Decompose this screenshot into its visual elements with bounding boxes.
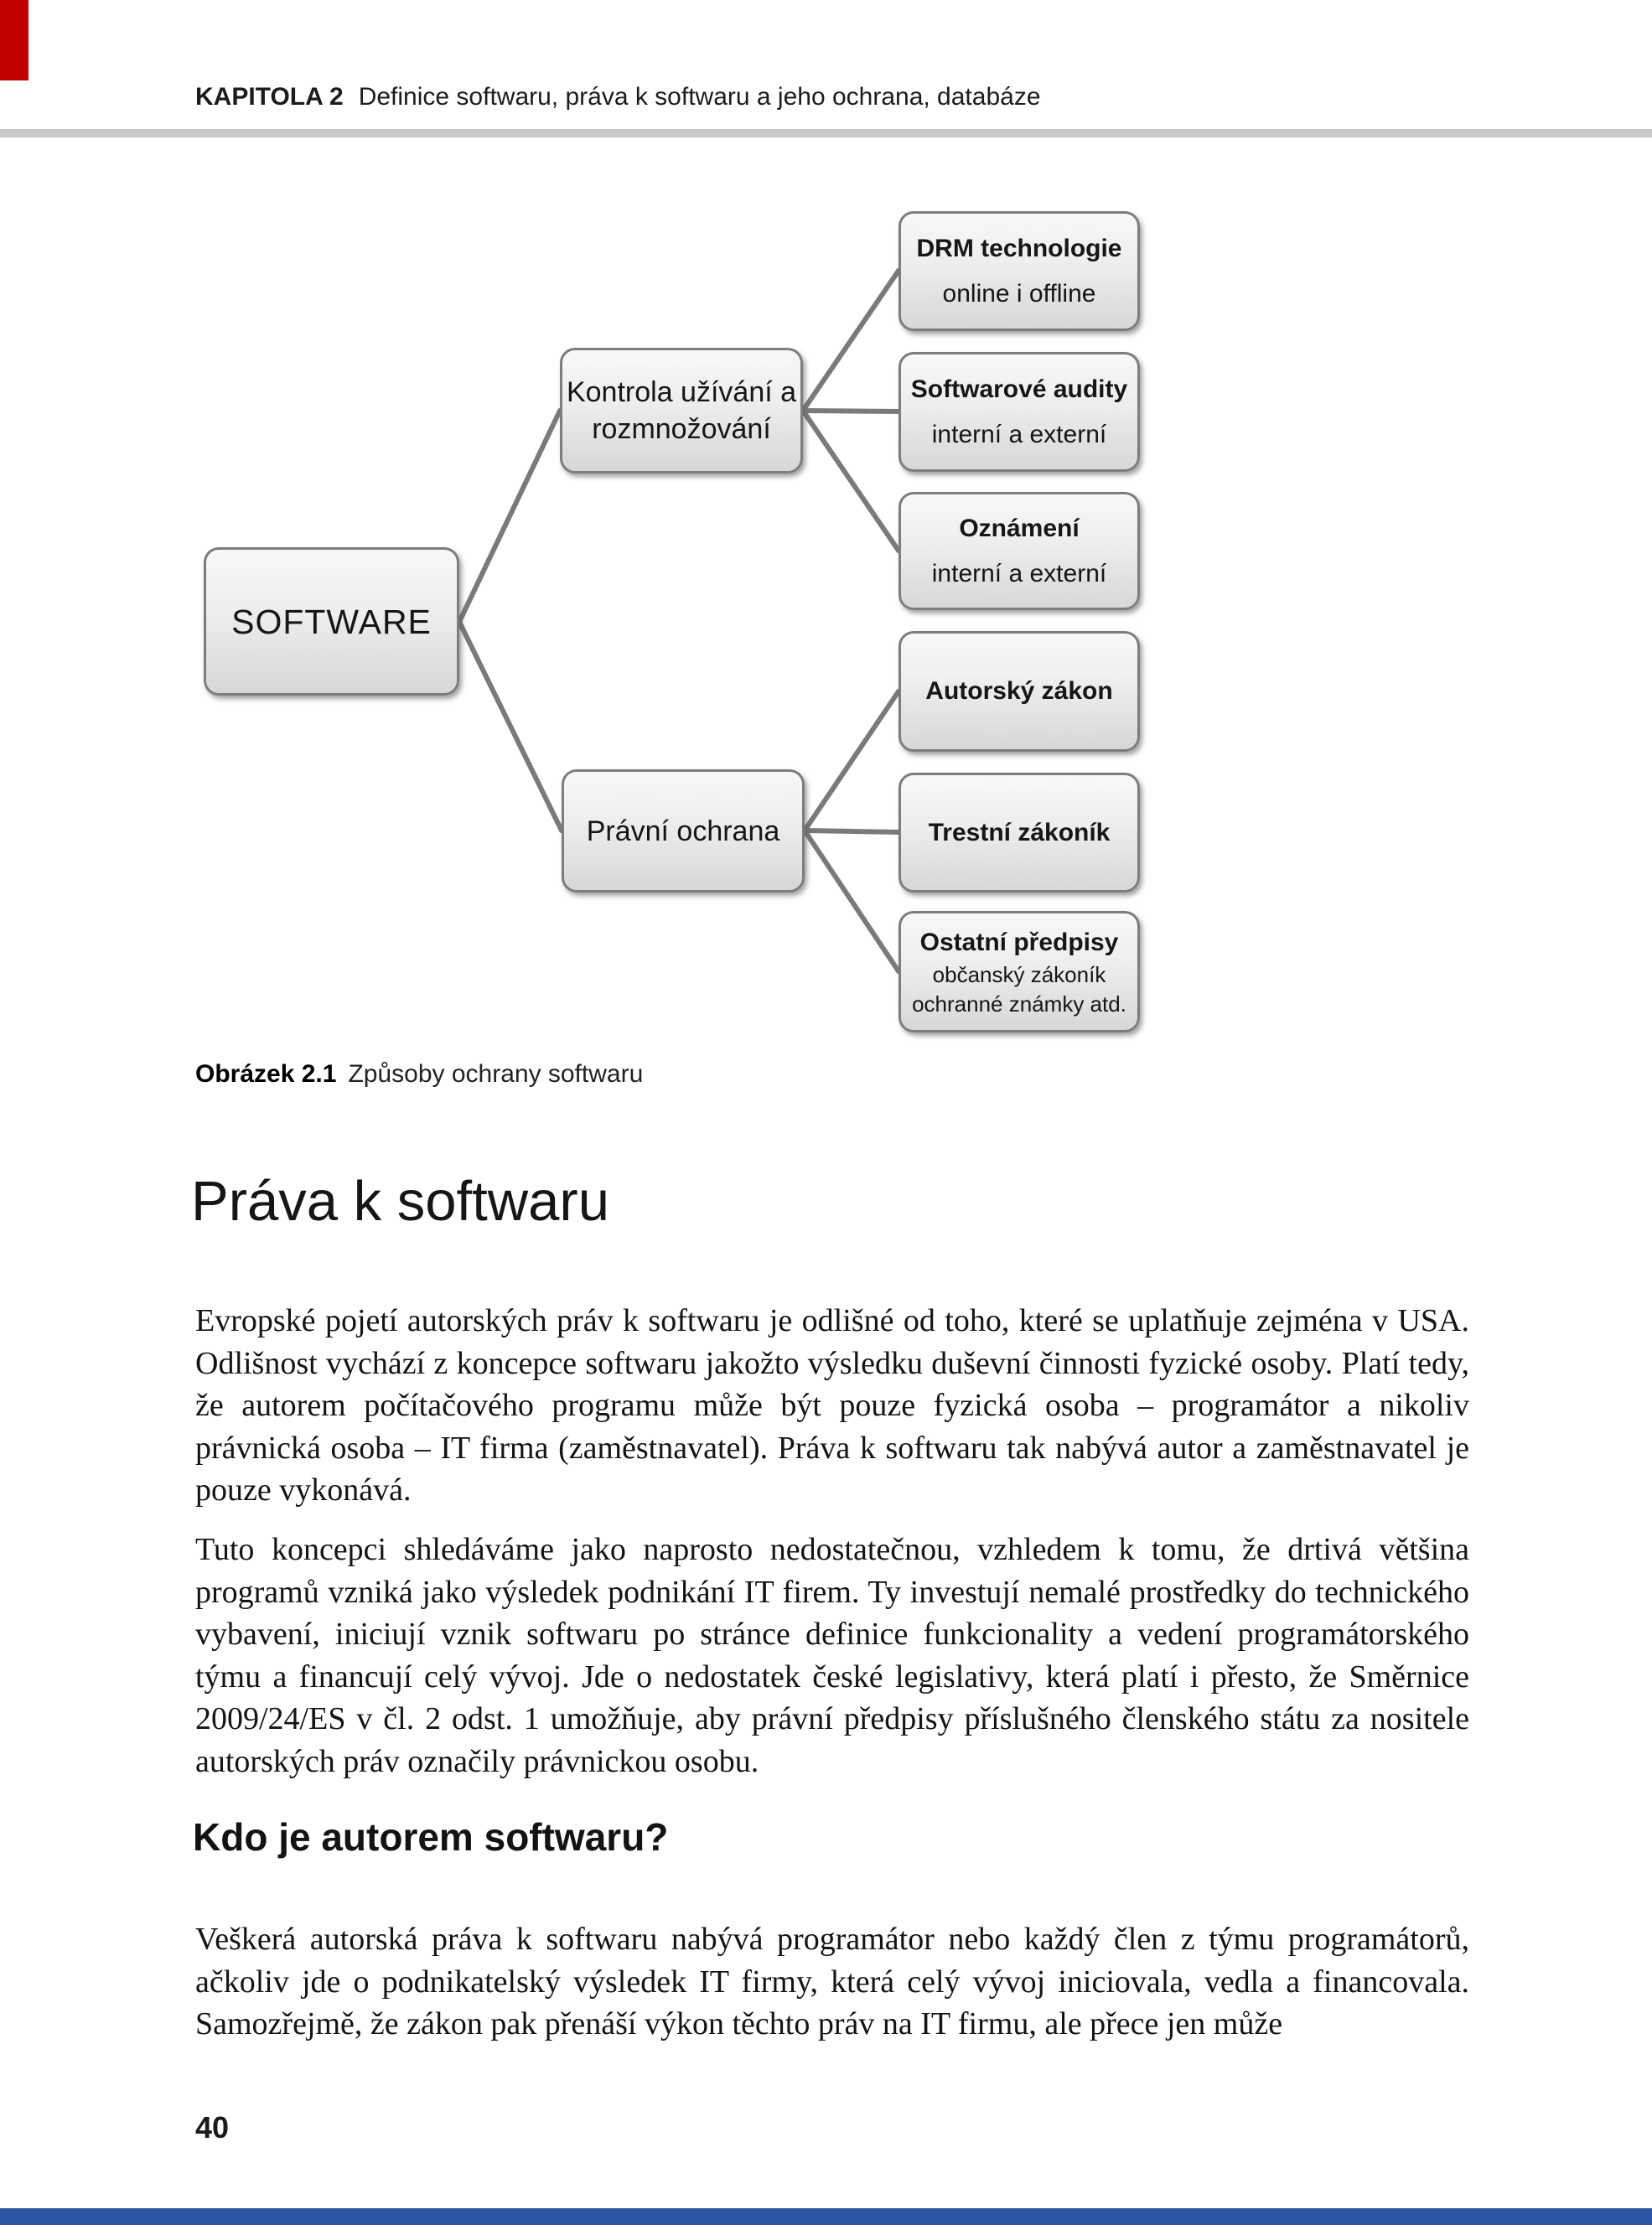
paragraph-2: Tuto koncepci shledáváme jako naprosto nedostatečnou, vzhledem k tomu, že drtivá většina programů vzniká jako výsledek podnikání IT firem. Ty investují nemalé prostředky do technického vybavení, iniciují vznik softwaru po stránce definice funkcionality a vedení programátorského týmu a financují celý vývoj. Jde o nedostatek české legislativy, která platí i přesto, že Směrnice 2009/24/ES v čl. 2 odst. 1 umožňuje, aby právní předpisy příslušného členského státu za nositele autorských práv označily právnickou osobu. [195, 1532, 1469, 1779]
node-label: Právní ochrana [586, 815, 780, 847]
node-subtitle-2: ochranné známky atd. [912, 991, 1126, 1017]
node-title: DRM technologie [916, 234, 1122, 262]
connector-line [803, 271, 899, 411]
chapter-color-tab [0, 0, 28, 80]
node-label-line1: Kontrola užívání a [566, 376, 797, 408]
header-divider [0, 129, 1652, 137]
connector-line [805, 691, 899, 830]
chapter-title-label: Definice softwaru, práva k softwaru a jeho ochrana, databáze [358, 83, 1041, 111]
figure-caption [195, 1058, 643, 1091]
diagram-node-oznameni [899, 492, 1140, 610]
connector-line [805, 830, 899, 971]
diagram-node-ostatni-predpisy [899, 911, 1140, 1032]
figure-caption-label: Obrázek 2.1 [195, 1060, 337, 1088]
running-head [195, 80, 1041, 114]
node-title: Trestní zákoník [928, 818, 1111, 846]
diagram-node-softwarove-audity [899, 352, 1140, 472]
node-label-line2: rozmnožování [592, 413, 771, 445]
diagram-node-kontrola-uzivani [560, 348, 803, 473]
node-subtitle: interní a externí [931, 420, 1107, 448]
page-number: 40 [195, 2110, 230, 2145]
section-heading: Práva k softwaru [191, 1170, 609, 1233]
connector-line [803, 411, 899, 551]
chapter-number-label: KAPITOLA 2 [195, 83, 344, 111]
connector-line [459, 411, 560, 622]
connector-line [459, 622, 562, 830]
node-title: Softwarové audity [910, 375, 1128, 403]
diagram-node-trestni-zakonik [899, 773, 1140, 893]
connector-line [805, 830, 899, 832]
diagram-node-software [204, 547, 459, 696]
diagram-node-autorsky-zakon [899, 631, 1140, 752]
paragraph-3: Veškerá autorská práva k softwaru nabývá programátor nebo každý člen z týmu programátorů, ačkoliv jde o podnikatelský výsledek IT firmy, která celý vývoj iniciovala, vedla a financovala. Samozřejmě, že zákon pak přenáší výkon těchto práv na IT firmu, ale přece jen může [195, 1922, 1469, 2041]
node-title: Autorský zákon [925, 677, 1113, 705]
footer-color-bar [0, 2208, 1652, 2225]
paragraph-1: Evropské pojetí autorských práv k softwaru je odlišné od toho, které se uplatňuje zejména v USA. Odlišnost vychází z koncepce softwaru jakožto výsledku duševní činnosti fyzické osoby. Platí tedy, že autorem počítačového programu může být pouze fyzická osoba – programátor a nikoliv právnická osoba – IT firma (zaměstnavatel). Práva k softwaru tak nabývá autor a zaměstnavatel je pouze vykonává. [195, 1303, 1469, 1508]
figure-caption-text: Způsoby ochrany softwaru [348, 1060, 644, 1088]
node-subtitle: online i offline [942, 279, 1096, 308]
diagram-node-drm-technologie [899, 211, 1140, 331]
node-subtitle: interní a externí [931, 559, 1107, 587]
diagram-node-pravni-ochrana [562, 769, 805, 893]
node-label: SOFTWARE [231, 602, 432, 641]
node-title: Ostatní předpisy [919, 928, 1119, 956]
node-subtitle: občanský zákoník [932, 961, 1106, 987]
subsection-heading: Kdo je autorem softwaru? [193, 1815, 669, 1859]
node-title: Oznámení [959, 514, 1080, 542]
